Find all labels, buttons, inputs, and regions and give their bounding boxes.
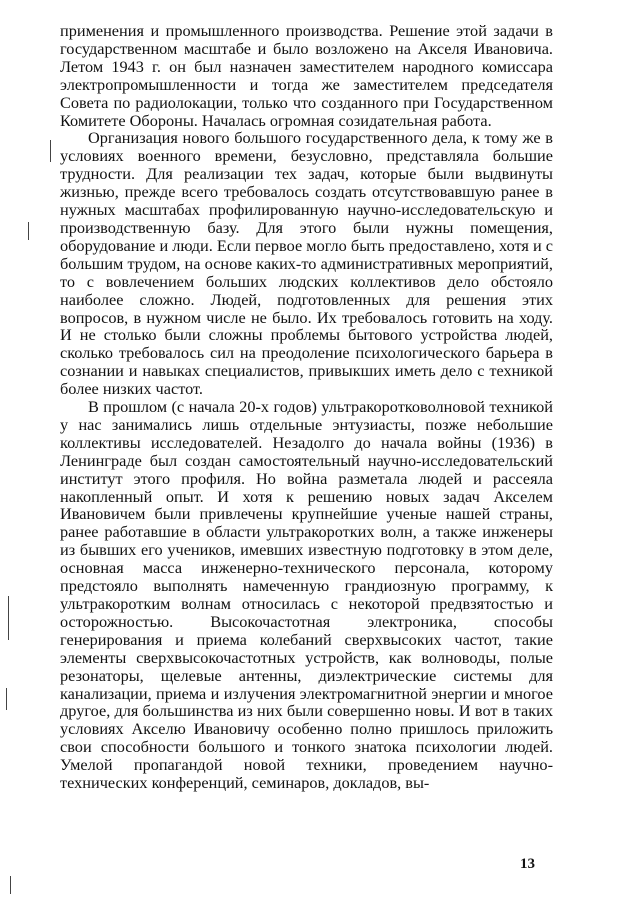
page-number: 13 bbox=[520, 856, 535, 872]
paragraph-2: Организация нового большого государственного дела, к тому же в условиях военного времени, безусловно, представляла большие трудности. Для реализации тех задач, которые были выдвинуты жизнью, прежде всего требовалось создать отсутствовавшую ранее в нужных масштабах профилированную научно-исследовательскую и производственную базу. Для этого были нужны помещения, оборудование и люди. Если первое могло быть предоставлено, хотя и с большим трудом, на основе каких-то административных мероприятий, то с вовлечением больших людских коллективов дело обстояло наиболее сложно. Людей, подготовленных для решения этих вопросов, в нужном числе не было. Их требовалось готовить на ходу. И не столько были сложны проблемы бытового устройства людей, сколько требовалось сил на преодоление психологического барьера в сознании и навыках специалистов, привыкших иметь дело с техникой более низких частот. bbox=[60, 128, 553, 399]
margin-mark-left-1 bbox=[50, 140, 51, 162]
margin-mark-left-5 bbox=[10, 876, 11, 894]
margin-mark-left-3 bbox=[8, 596, 9, 640]
paragraph-1: применения и промышленного производства. Решение этой задачи в государственном масштабе и было возложено на Акселя Ивановича. Летом 1943 г. он был назначен заместителем народного комиссара электропромышленности и тогда же заместителем председателя Совета по радиолокации, только что созданного при Государственном Комитете Обороны. Началась огромная созидательная работа. bbox=[60, 21, 553, 130]
page-text-block bbox=[60, 22, 553, 882]
margin-mark-left-2 bbox=[28, 222, 29, 240]
paragraph-3: В прошлом (с начала 20-х годов) ультракоротковолновой техникой у нас занимались лишь отдельные энтузиасты, позже небольшие коллективы исследователей. Незадолго до начала войны (1936) в Ленинграде был создан самостоятельный научно-исследовательский институт этого профиля. Но война разметала людей и рассеяла накопленный опыт. И хотя к решению новых задач Акселем Ивановичем были привлечены крупнейшие ученые нашей страны, ранее работавшие в области ультракоротких волн, а также инженеры из бывших его учеников, имевших известную подготовку в этом деле, основная масса инженерно-технического персонала, которому предстояло выполнять намеченную грандиозную программу, к ультракоротким волнам относилась с некоторой предвзятостью и осторожностью. Высокочастотная электроника, способы генерирования и приема колебаний сверхвысоких частот, такие элементы сверхвысокочастотных устройств, как волноводы, полые резонаторы, щелевые антенны, диэлектрические системы для канализации, приема и излучения электромагнитной энергии и многое другое, для большинства из них были совершенно новы. И вот в таких условиях Акселю Ивановичу особенно полно пришлось приложить свои способности большого и тонкого знатока психологии людей. Умелой пропагандой новой техники, проведением научно-технических конференций, семинаров, докладов, вы- bbox=[60, 397, 553, 793]
margin-mark-left-4 bbox=[6, 688, 7, 710]
